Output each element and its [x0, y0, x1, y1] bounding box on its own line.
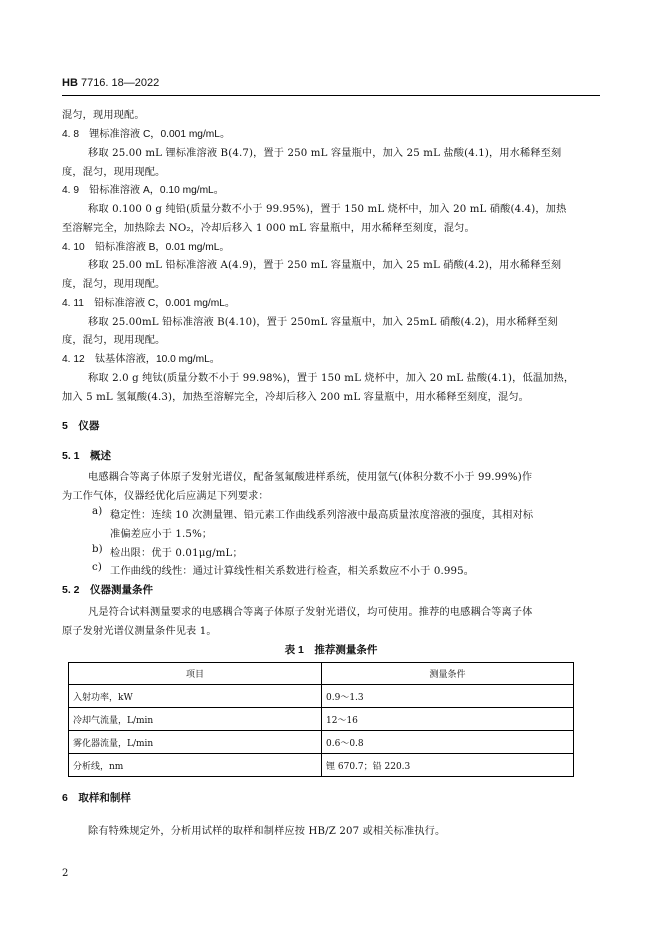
text-line: 混匀，现用现配。 [62, 110, 145, 121]
header-rule [62, 95, 600, 96]
clause-4-12: 4. 12 钛基体溶液，10.0 mg/mL。 [62, 354, 220, 365]
table-header-cell: 项目 [69, 663, 322, 685]
table-header-row [69, 663, 574, 685]
text-line: 度，混匀，现用现配。 [62, 279, 166, 290]
document-header [62, 77, 159, 89]
clause-4-8: 4. 8 锂标准溶液 C，0.001 mg/mL。 [62, 129, 231, 140]
text-line: 除有特殊规定外，分析用试样的取样和制样应按 HB/Z 207 或相关标准执行。 [88, 826, 446, 837]
measurement-conditions-table [68, 662, 574, 777]
text-line: 凡是符合试料测量要求的电感耦合等离子体原子发射光谱仪，均可使用。推荐的电感耦合等离子体 [88, 607, 533, 618]
table-cell: 0.9～1.3 [322, 685, 574, 708]
text-line: 加入 5 mL 氢氟酸(4.3)，加热至溶解完全，冷却后移入 200 mL 容量瓶中，用水稀释至刻度，混匀。 [62, 392, 530, 403]
table-cell: 雾化器流量，L/min [69, 731, 322, 754]
table-cell: 12～16 [322, 708, 574, 731]
page-number: 2 [62, 868, 69, 879]
list-item-b: 检出限：优于 0.01μg/mL； [110, 548, 243, 559]
list-item-a: 稳定性：连续 10 次测量锂、铅元素工作曲线系列溶液中最高质量浓度溶液的强度，其相对标 [110, 510, 534, 521]
clause-4-9: 4. 9 铅标准溶液 A，0.10 mg/mL。 [62, 185, 224, 196]
clause-4-11: 4. 11 铅标准溶液 C，0.001 mg/mL。 [62, 298, 236, 309]
standard-number: 7716. 18—2022 [80, 77, 160, 89]
list-marker-b: b) [92, 544, 103, 555]
section-5-1-heading: 5. 1 概述 [62, 450, 112, 462]
text-line: 原子发射光谱仪测量条件见表 1。 [62, 626, 217, 637]
text-line: 移取 25.00mL 铅标准溶液 B(4.10)，置于 250mL 容量瓶中，加入 25mL 硝酸(4.2)，用水稀释至刻 [88, 317, 558, 328]
table-row [69, 685, 574, 708]
table-cell: 冷却气流量，L/min [69, 708, 322, 731]
clause-4-10: 4. 10 铅标准溶液 B，0.01 mg/mL。 [62, 242, 230, 253]
table-cell: 锂 670.7；铅 220.3 [322, 754, 574, 777]
text-line: 度，混匀，现用现配。 [62, 335, 166, 346]
table-row [69, 754, 574, 777]
table-cell: 分析线，nm [69, 754, 322, 777]
table-cell: 0.6～0.8 [322, 731, 574, 754]
section-5-heading: 5 仪器 [62, 420, 100, 432]
text-line: 称取 2.0 g 纯钛(质量分数不小于 99.98%)，置于 150 mL 烧杯中，加入 20 mL 盐酸(4.1)，低温加热， [88, 373, 575, 384]
table-row [69, 708, 574, 731]
section-5-2-heading: 5. 2 仪器测量条件 [62, 584, 154, 596]
text-line: 移取 25.00 mL 铅标准溶液 A(4.9)，置于 250 mL 容量瓶中，加入 25 mL 硝酸(4.2)，用水稀释至刻 [88, 260, 562, 271]
list-item-a-cont: 准偏差应小于 1.5%； [110, 529, 213, 540]
text-line: 至溶解完全，加热除去 NO₂，冷却后移入 1 000 mL 容量瓶中，用水稀释至刻度，混匀。 [62, 223, 475, 234]
text-line: 度，混匀，现用现配。 [62, 167, 166, 178]
text-line: 称取 0.100 0 g 纯铅(质量分数不小于 99.95%)，置于 150 mL 烧杯中，加入 20 mL 硝酸(4.4)，加热 [88, 204, 567, 215]
text-line: 移取 25.00 mL 锂标准溶液 B(4.7)，置于 250 mL 容量瓶中，加入 25 mL 盐酸(4.1)，用水稀释至刻 [88, 148, 562, 159]
section-6-heading: 6 取样和制样 [62, 792, 131, 804]
text-line: 为工作气体，仪器经优化后应满足下列要求： [62, 491, 269, 502]
list-marker-a: a) [92, 506, 103, 517]
table-cell: 入射功率，kW [69, 685, 322, 708]
table-row [69, 731, 574, 754]
standard-prefix: HB [62, 77, 78, 89]
table-header-cell: 测量条件 [322, 663, 574, 685]
list-item-c: 工作曲线的线性：通过计算线性相关系数进行检查，相关系数应不小于 0.995。 [110, 566, 475, 577]
list-marker-c: c) [92, 562, 102, 573]
text-line: 电感耦合等离子体原子发射光谱仪，配备氢氟酸进样系统，使用氩气(体积分数不小于 99.99%)作 [88, 472, 533, 483]
table-caption: 表 1 推荐测量条件 [284, 644, 378, 656]
